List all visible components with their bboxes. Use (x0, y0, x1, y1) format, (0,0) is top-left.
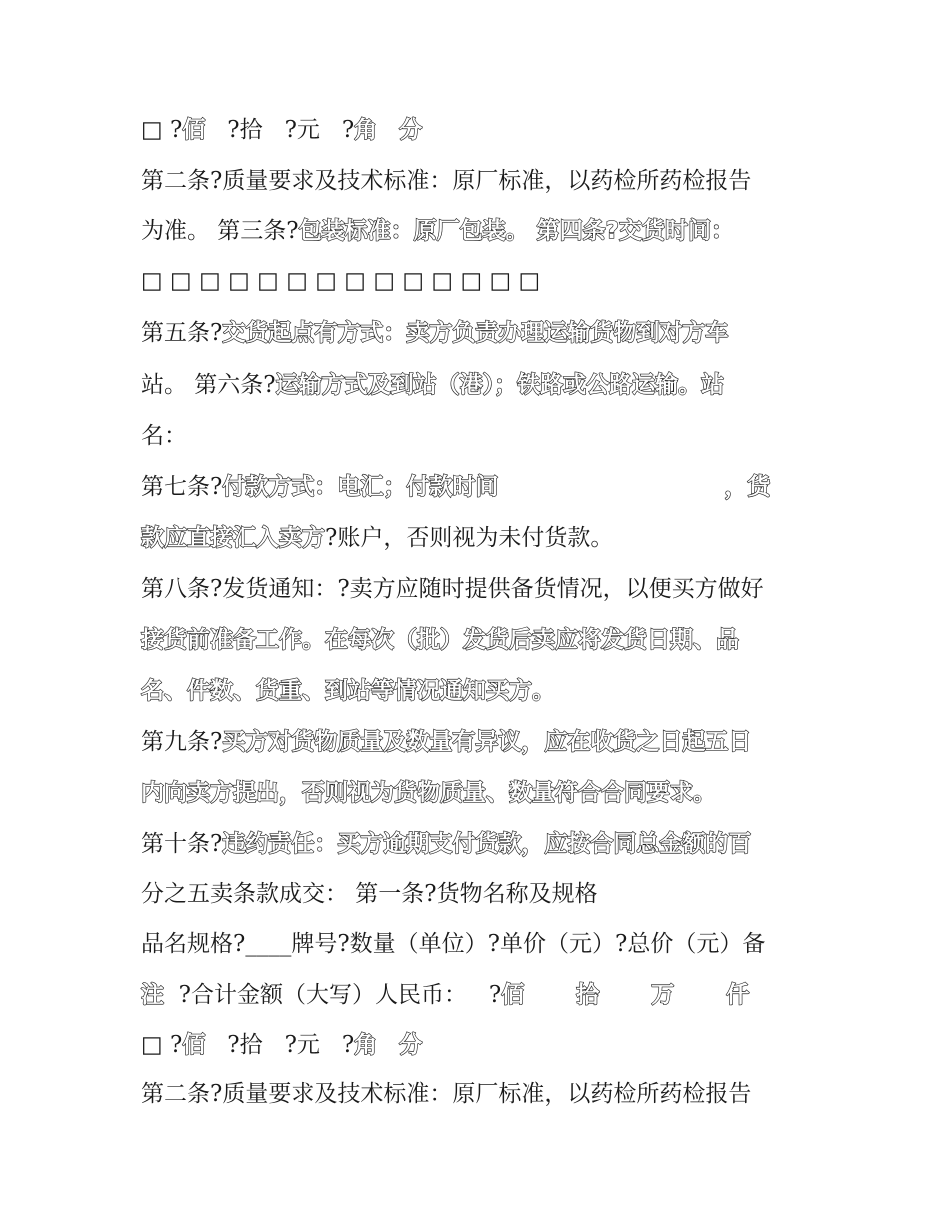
unit-fen: 分 (399, 1032, 423, 1058)
placeholder-boxes-line: □ □ □ □ □ □ □ □ □ □ □ □ □ □ (141, 268, 541, 294)
clause-6-line: 站。 第六条?运输方式及到站（港）；铁路或公路运输。站 (141, 372, 725, 398)
clause-3-4-line: 为准。 第三条?包装标准：原厂包装。 第四条?交货时间： (141, 218, 735, 244)
amount-middle: ?拾 ?元 ? (205, 117, 355, 143)
goods-table-header-line: 品名规格?____牌号?数量（单位）?单价（元）?总价（元）备 (141, 931, 766, 957)
clause-9-line: 第九条?买方对货物质量及数量有异议，应在收货之日起五日 (141, 729, 752, 755)
clause-5-line: 第五条?交货起点有方式：卖方负责办理运输货物到对方车 (141, 320, 729, 346)
unit-bai: 佰 (501, 982, 525, 1008)
amount-prefix: □ ? (141, 117, 183, 143)
unit-fen: 分 (399, 117, 423, 143)
unit-jiao: 角 (354, 117, 378, 143)
clause-2-line: 第二条?质量要求及技术标准：原厂标准，以药检所药检报告 (141, 168, 752, 194)
clause-2-line-repeat: 第二条?质量要求及技术标准：原厂标准，以药检所药检报告 (141, 1081, 752, 1107)
unit-bai: 佰 (182, 1032, 206, 1058)
clause-8-line: 第八条?发货通知：?卖方应随时提供备货情况，以便买方做好 (141, 576, 764, 602)
unit-shi: 拾 (576, 982, 600, 1008)
unit-qian: 仟 (726, 982, 750, 1008)
clause-7-line: 第七条?付款方式：电汇；付款时间 ，货 (141, 474, 771, 500)
clause-1-heading-line: 分之五卖条款成交： 第一条?货物名称及规格 (141, 881, 598, 907)
amount-units-line-bottom (141, 1030, 422, 1060)
unit-bai: 佰 (182, 117, 206, 143)
unit-jiao: 角 (354, 1032, 378, 1058)
station-name-line: 名： (141, 423, 187, 449)
clause-8-cont-line-1: 接货前准备工作。在每次（批）发货后卖应将发货日期、品 (141, 627, 739, 653)
clause-9-cont-line: 内向卖方提出，否则视为货物质量、数量符合合同要求。 (141, 780, 716, 806)
amount-middle: ?拾 ?元 ? (205, 1032, 355, 1058)
amount-units-line-top (141, 115, 422, 145)
clause-10-line: 第十条?违约责任：买方逾期支付货款，应按合同总金额的百 (141, 831, 752, 857)
unit-wan: 万 (651, 982, 675, 1008)
clause-8-cont-line-2: 名、件数、货重、到站等情况通知买方。 (141, 678, 555, 704)
total-amount-line: 注 ?合计金额（大写）人民币： ?佰 拾 万 仟 (141, 982, 750, 1008)
amount-prefix: □ ? (141, 1032, 183, 1058)
clause-7-cont-line: 款应直接汇入卖方?账户，否则视为未付货款。 (141, 525, 614, 551)
